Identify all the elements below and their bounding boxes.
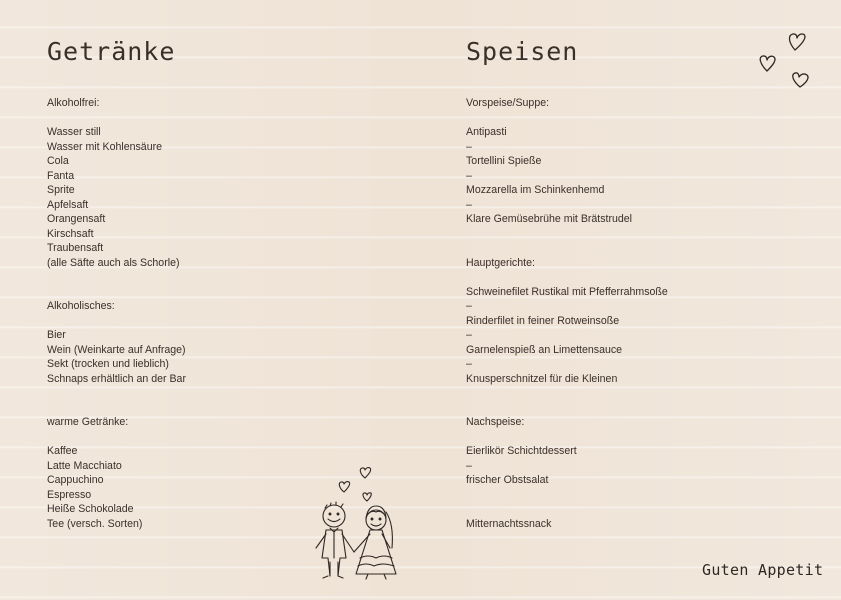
spacer: [466, 111, 668, 126]
heart-icon: [789, 34, 805, 50]
food-line: Hauptgerichte:: [466, 256, 535, 269]
heart-icon: [793, 73, 808, 87]
drink-line: Wasser still: [47, 126, 101, 138]
spacer: [47, 314, 186, 329]
drink-line: Kirschsaft: [47, 227, 94, 240]
food-line: Klare Gemüsebrühe mit Brätstrudel: [466, 213, 633, 225]
food-line: –: [466, 459, 472, 472]
food-line: –: [466, 198, 472, 211]
spacer: [466, 401, 668, 416]
spacer: [466, 270, 668, 285]
drink-line: Bier: [47, 329, 66, 341]
drink-line: Apfelsaft: [47, 198, 89, 211]
drink-line: Heiße Schokolade: [47, 503, 134, 515]
drinks-title: Getränke: [47, 37, 176, 66]
food-line: –: [466, 358, 472, 370]
drink-line: Kaffee: [47, 445, 78, 457]
drink-line: Fanta: [47, 169, 75, 182]
food-title: Speisen: [466, 37, 579, 66]
spacer: [47, 270, 186, 285]
bride-groom-icon: [308, 462, 410, 584]
food-line: Garnelenspieß an Limettensauce: [466, 343, 623, 356]
spacer: [47, 386, 186, 401]
food-line: Mozzarella im Schinkenhemd: [466, 184, 605, 196]
footer-text: Guten Appetit: [702, 561, 824, 579]
food-line: –: [466, 300, 472, 312]
drink-line: Alkoholisches:: [47, 300, 115, 312]
spacer: [47, 430, 186, 445]
drink-line: Alkoholfrei:: [47, 97, 100, 109]
food-line: frischer Obstsalat: [466, 474, 549, 486]
drink-line: Wasser mit Kohlensäure: [47, 140, 163, 153]
food-line: –: [466, 329, 472, 341]
spacer: [466, 241, 668, 256]
drink-line: Cappuchino: [47, 474, 104, 486]
food-line: Eierlikör Schichtdessert: [466, 445, 577, 457]
spacer: [466, 430, 668, 445]
drink-line: Latte Macchiato: [47, 459, 122, 472]
drink-line: Schnaps erhältlich an der Bar: [47, 372, 186, 385]
food-line: Rinderfilet in feiner Rotweinsoße: [466, 314, 620, 327]
drink-line: Traubensaft: [47, 242, 104, 254]
food-column: [466, 96, 668, 531]
food-line: Mitternachtssnack: [466, 517, 552, 530]
spacer: [466, 502, 668, 517]
heart-icon: [339, 482, 349, 492]
spacer: [466, 227, 668, 242]
spacer: [47, 285, 186, 300]
drink-line: warme Getränke:: [47, 416, 129, 428]
drink-line: (alle Säfte auch als Schorle): [47, 256, 180, 269]
food-line: –: [466, 140, 472, 153]
spacer: [466, 386, 668, 401]
drink-line: Tee (versch. Sorten): [47, 517, 143, 530]
drink-line: Sekt (trocken und lieblich): [47, 358, 169, 370]
spacer: [466, 488, 668, 503]
spacer: [47, 111, 186, 126]
food-line: Nachspeise:: [466, 416, 525, 428]
food-line: Tortellini Spieße: [466, 155, 542, 167]
heart-icon: [363, 493, 371, 501]
drink-line: Wein (Weinkarte auf Anfrage): [47, 343, 186, 356]
heart-icon: [760, 56, 775, 71]
food-line: Antipasti: [466, 126, 507, 138]
drink-line: Orangensaft: [47, 213, 106, 225]
food-line: Vorspeise/Suppe:: [466, 97, 550, 109]
food-line: Schweinefilet Rustikal mit Pfefferrahmsoße: [466, 285, 668, 298]
drinks-column: [47, 96, 186, 531]
food-line: –: [466, 169, 472, 182]
heart-icon: [360, 468, 370, 478]
drink-line: Cola: [47, 155, 69, 167]
hearts-icon: [752, 30, 822, 92]
drink-line: Sprite: [47, 184, 75, 196]
drink-line: Espresso: [47, 488, 92, 501]
spacer: [47, 401, 186, 416]
food-line: Knusperschnitzel für die Kleinen: [466, 372, 618, 385]
